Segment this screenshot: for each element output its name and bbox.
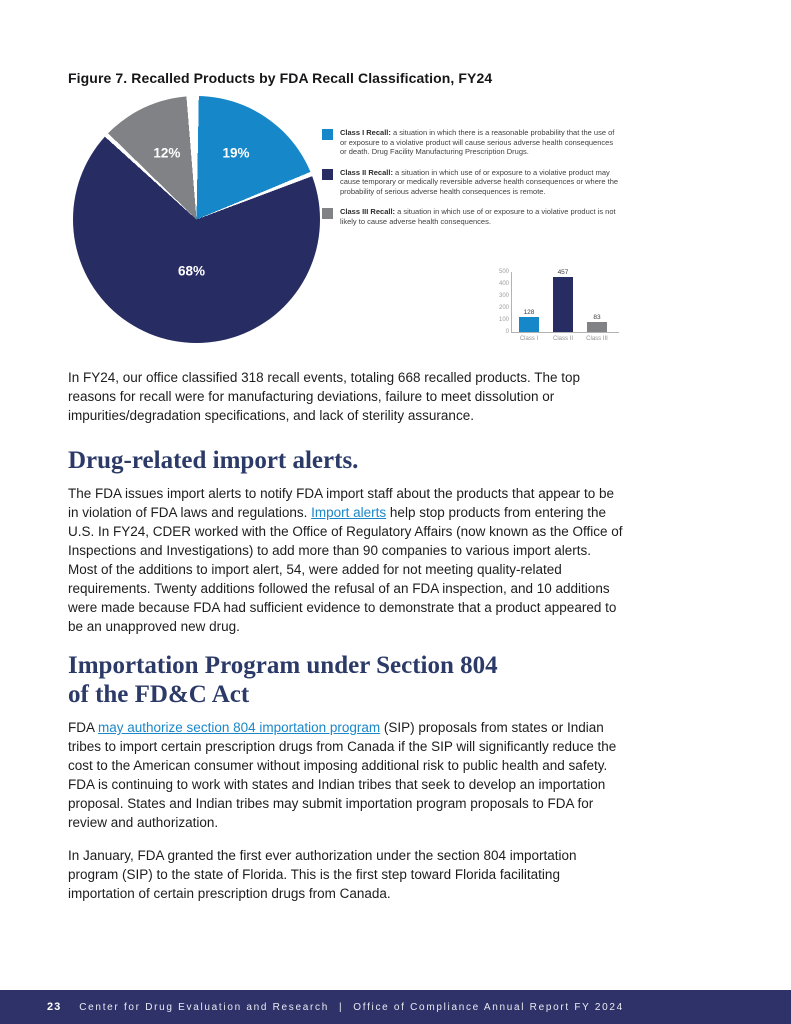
class-i-swatch-icon (322, 129, 333, 140)
bar-category-label: Class III (586, 336, 608, 342)
legend-term: Class II Recall: (340, 167, 393, 177)
legend-definition: a situation in which there is a reasonable probability that the use of or exposure to a violative product will cause serious adverse health consequences or death. Drug Facility Manufacturing Prescription Drugs. (340, 128, 615, 156)
pie-slice-label: 12% (153, 145, 181, 161)
bar-value-label: 457 (557, 269, 569, 277)
paragraph-text: (SIP) proposals from states or Indian tribes to import certain prescription drugs from Canada if the SIP will significantly reduce the cost to the American consumer without imposing additional risk to public health and safety. FDA is continuing to work with states and Indian tribes that seek to develop an importation proposal. States and Indian tribes may submit importation program proposals to FDA for review and authorization. (68, 720, 617, 830)
legend-item-class-iii (322, 207, 620, 226)
import-alerts-link[interactable]: Import alerts (311, 505, 387, 520)
heading-importation-program (68, 651, 624, 709)
pie-chart (73, 96, 320, 343)
legend-item-text (340, 168, 620, 197)
bar-category-label: Class II (552, 336, 573, 342)
bar-axis-tick: 200 (498, 304, 509, 311)
heading-line-2: of the FD&C Act (68, 681, 250, 708)
mini-bar-chart (498, 263, 622, 353)
page-content (68, 70, 624, 903)
paragraph-text: FDA (68, 720, 99, 735)
paragraph-text: help stop products from entering the U.S. In FY24, CDER worked with the Office of Regulatory Affairs (now known as the Office of Inspections and Investigations) to add more than 90 companies to various import alerts. Most of the additions to import alert, 54, were added for not meeting quality-related requirements. Twenty additions followed the refusal of an FDA inspection, and 10 additions were made because FDA had sufficient evidence to demonstrate that a product appeared to be an unapproved new drug. (68, 505, 623, 634)
bar-value-label: 83 (593, 314, 601, 322)
bar-axis-tick: 400 (498, 280, 509, 287)
legend-definition: a situation in which use of or exposure to a violative product is not likely to cause adverse health consequences. (340, 207, 616, 226)
pie-slice-label: 68% (178, 263, 206, 279)
heading-line-1: Importation Program under Section 804 (68, 652, 498, 679)
chart-legend (322, 128, 620, 237)
paragraph-sip (68, 718, 624, 832)
bar-axis-tick: 0 (505, 328, 509, 335)
footer-text (79, 1002, 624, 1013)
legend-definition: a situation in which use of or exposure to a violative product may cause temporary or medically reversible adverse health consequences or where the probability of serious adverse health consequences is remote. (340, 167, 619, 196)
legend-term: Class III Recall: (340, 207, 396, 216)
paragraph-florida: In January, FDA granted the first ever authorization under the section 804 importation program (SIP) to the state of Florida. This is the first step toward Florida facilitating importation of certain prescription drugs from Canada. (68, 848, 577, 901)
section-804-link[interactable]: may authorize section 804 importation program (98, 720, 381, 735)
paragraph-recall-summary: In FY24, our office classified 318 recall events, totaling 668 recalled products. The top reasons for recall were for manufacturing deviations, failure to meet dissolution or impurities/degradation specifications, and lack of sterility assurance. (68, 370, 581, 423)
bar-class-ii (553, 277, 573, 332)
bar-class-i (519, 317, 539, 332)
class-iii-swatch-icon (322, 208, 333, 219)
legend-item-class-i (322, 128, 620, 157)
paragraph-import-alerts (68, 484, 624, 636)
footer-bar (0, 990, 791, 1024)
class-ii-swatch-icon (322, 169, 333, 180)
page-number: 23 (47, 1001, 62, 1013)
bar-axis-tick: 100 (498, 316, 509, 323)
legend-item-text (340, 207, 620, 226)
footer-separator: | (338, 1001, 344, 1013)
footer-org: Center for Drug Evaluation and Research (79, 1001, 329, 1013)
bar-axis-tick: 300 (498, 292, 509, 299)
bar-value-label: 128 (523, 308, 535, 316)
figure-title: Figure 7. Recalled Products by FDA Recall Classification, FY24 (68, 70, 493, 86)
bar-class-iii (587, 322, 607, 332)
pie-slice-label: 19% (222, 145, 250, 161)
legend-item-class-ii (322, 168, 620, 197)
bar-axis-tick: 500 (498, 268, 509, 275)
footer-report-title: Office of Compliance Annual Report FY 2024 (353, 1001, 624, 1013)
figure-7-chart-area (68, 96, 624, 354)
legend-term: Class I Recall: (340, 128, 391, 137)
bar-category-label: Class I (519, 336, 539, 342)
paragraph-text: The FDA issues import alerts to notify FDA import staff about the products that appear to be in violation of FDA laws and regulations. (68, 486, 615, 520)
heading-import-alerts: Drug-related import alerts. (68, 447, 359, 474)
legend-item-text (340, 128, 620, 157)
